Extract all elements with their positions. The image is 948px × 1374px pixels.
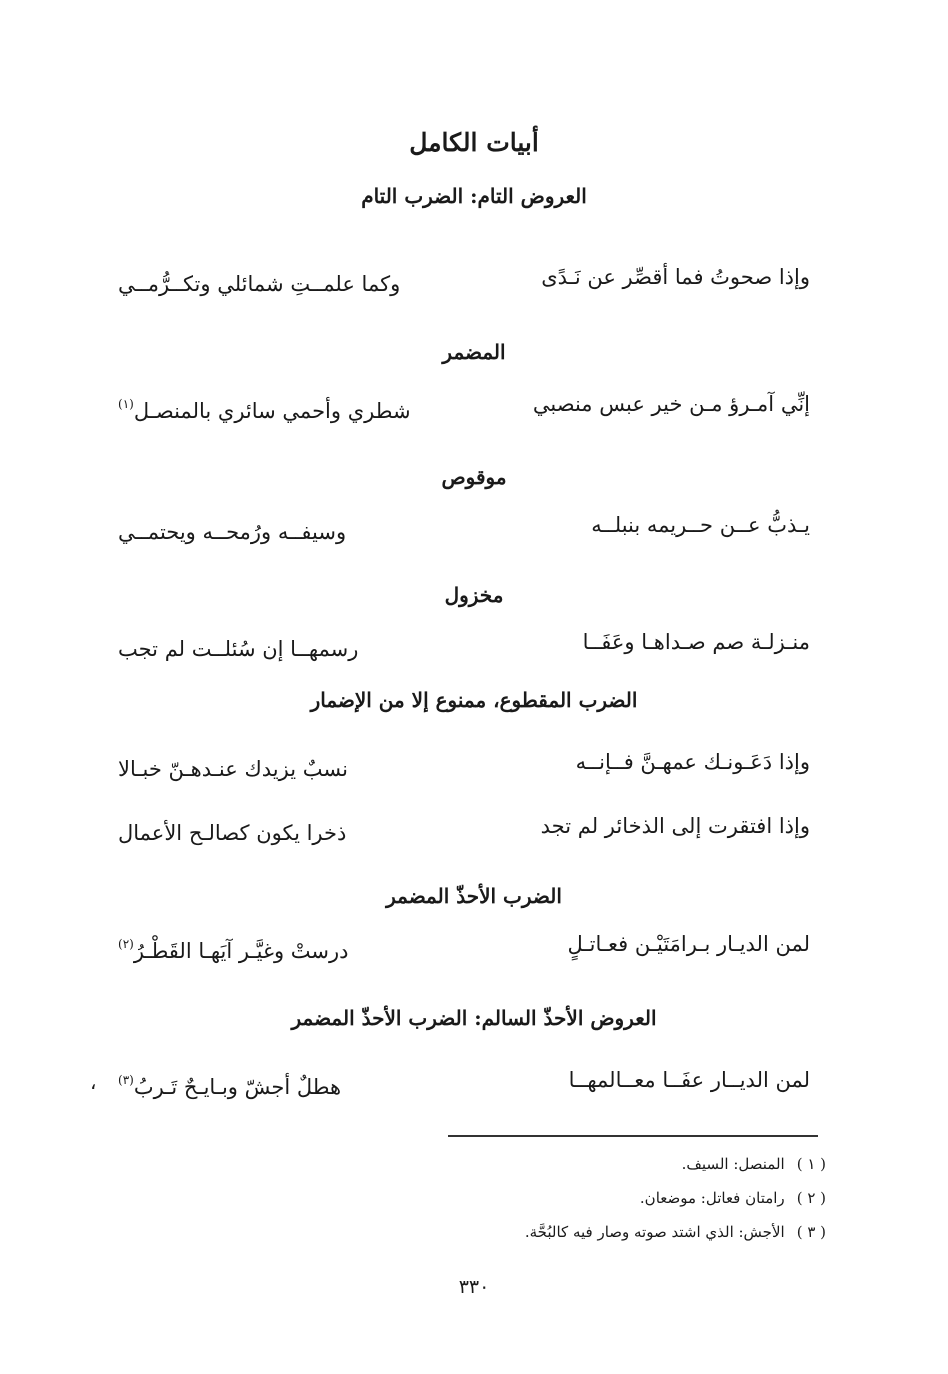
- verse-second-hemistich: [118, 384, 411, 431]
- footnote-marker: (١): [118, 397, 134, 411]
- verse-second-hemistich: [118, 1060, 341, 1107]
- verse-second-text: هطلٌ أجشّ وبـايـحٌ تَـربُ: [133, 1075, 342, 1099]
- verse-second-hemistich: [118, 505, 346, 552]
- verse-line: [118, 622, 810, 662]
- page-number: ٣٣٠: [458, 1276, 490, 1298]
- footnote-divider: [448, 1135, 818, 1137]
- section-heading: الضرب الأحذّ المضمر: [386, 884, 562, 908]
- footnote: [226, 1187, 826, 1209]
- verse-first-hemistich: يـذبُّ عــن حــريمه بنبلــه: [591, 513, 810, 537]
- verse-second-text: نسبٌ يزيدك عنـدهـنّ خبـالا: [118, 757, 348, 781]
- section-heading: المضمر: [442, 340, 506, 364]
- footnote-text: رامتان فعاتل: موضعان.: [639, 1189, 785, 1207]
- verse-second-text: وكما علمــتِ شمائلي وتكــرُّمــي: [118, 272, 401, 296]
- verse-line: [118, 505, 810, 545]
- page-title: أبيات الكامل: [409, 128, 539, 157]
- verse-second-hemistich: [118, 257, 400, 304]
- section-heading: العروض التام: الضرب التام: [361, 184, 587, 208]
- footnote-number: ( ١ ): [796, 1155, 826, 1173]
- verse-first-hemistich: وإذا افتقرت إلى الذخائر لم تجد: [540, 814, 810, 838]
- verse-first-hemistich: لمن الديــار عفَــا معــالمهــا: [568, 1068, 810, 1092]
- verse-first-hemistich: منـزلـة صم صـداهـا وعَفَــا: [582, 630, 810, 654]
- verse-second-text: وسيفــه ورُمحــه ويحتمــي: [118, 520, 347, 544]
- verse-first-hemistich: وإذا صحوتُ فما أقصِّر عن نَـدًى: [541, 265, 810, 289]
- footnote-number: ( ٢ ): [796, 1189, 826, 1207]
- footnote: [226, 1153, 826, 1175]
- verse-line: [118, 924, 810, 964]
- section-heading: العروض الأحذّ السالم: الضرب الأحذّ المضمر: [291, 1006, 657, 1030]
- verse-line: [118, 742, 810, 782]
- verse-line: [118, 806, 810, 846]
- footnote: [226, 1221, 826, 1243]
- footnote-marker: (٣): [118, 1073, 134, 1087]
- footnote-text: المنصل: السيف.: [681, 1155, 785, 1173]
- verse-first-hemistich: وإذا دَعَـونـك عمهـنَّ فــإنــه: [575, 750, 810, 774]
- section-heading: مخزول: [444, 583, 504, 607]
- footnote-marker: (٢): [118, 937, 134, 951]
- verse-line: [118, 257, 810, 297]
- section-heading: موقوص: [441, 465, 507, 489]
- verse-first-hemistich: إنِّي آمـرؤ مـن خير عبس منصبي: [532, 392, 810, 416]
- verse-second-hemistich: [118, 742, 348, 789]
- verse-line: [118, 1060, 810, 1100]
- verse-line: [118, 384, 810, 424]
- verse-second-text: شطري وأحمي سائري بالمنصـل: [133, 399, 411, 423]
- footnote-text: الأجش: الذي اشتد صوته وصار فيه كالبُحَّة.: [524, 1223, 785, 1241]
- verse-second-text: رسمهــا إن سُئلــت لم تجب: [118, 637, 359, 661]
- verse-second-text: ذخرا يكون كصالـح الأعمال: [118, 821, 347, 845]
- verse-second-text: درستْ وغيَّـر آيَهـا القَطْـرُ: [133, 939, 349, 963]
- verse-first-hemistich: لمن الديـار بـرامَتَيْـن فعـاتـلٍ: [567, 932, 810, 956]
- verse-second-hemistich: [118, 622, 358, 669]
- verse-second-hemistich: [118, 806, 346, 853]
- stray-mark: ،: [90, 1070, 97, 1094]
- section-heading: الضرب المقطوع، ممنوع إلا من الإضمار: [310, 688, 638, 712]
- footnote-number: ( ٣ ): [796, 1223, 826, 1241]
- verse-second-hemistich: [118, 924, 349, 971]
